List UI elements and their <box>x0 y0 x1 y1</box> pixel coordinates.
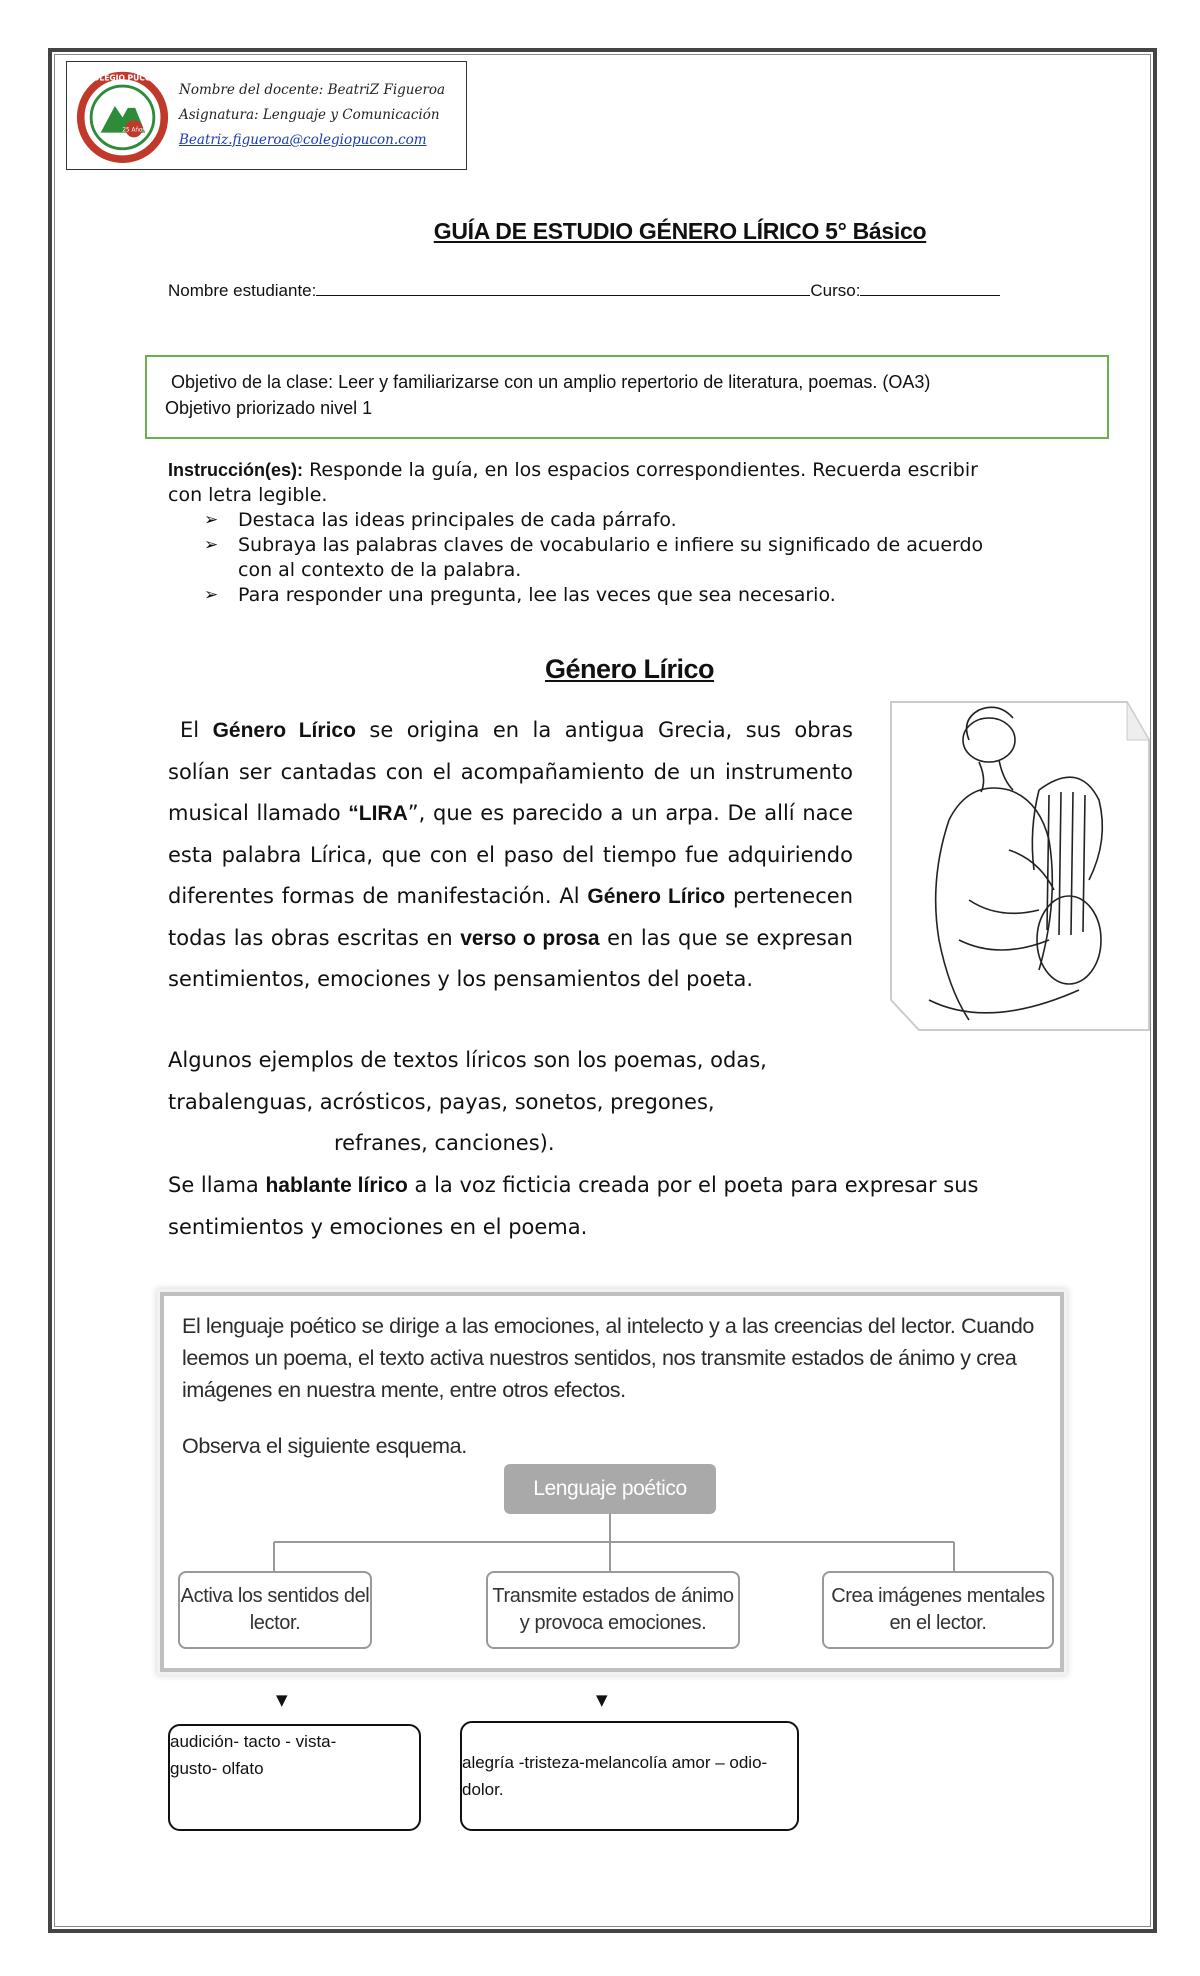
scheme-observe: Observa el siguiente esquema. <box>182 1434 467 1458</box>
school-logo <box>75 68 170 163</box>
instructions-list <box>168 508 1018 608</box>
down-arrow-icon: ▼ <box>596 1691 608 1709</box>
examples-line: trabalenguas, acrósticos, payas, sonetos, pregones, <box>168 1089 715 1114</box>
instructions <box>168 458 1018 608</box>
teacher-info <box>179 78 445 153</box>
objective-line: Objetivo de la clase: Leer y familiarizarse con un amplio repertorio de literatura, poemas. (OA3) <box>171 372 931 392</box>
instructions-intro <box>168 458 1018 508</box>
instructions-text: Responde la guía, en los espacios correspondientes. Recuerda escribir con letra legible. <box>168 459 978 506</box>
woman-with-lyre-illustration <box>889 700 1151 1032</box>
lyric-speaker-paragraph <box>168 1165 1108 1248</box>
para-text: en las que se expresan sentimientos, emociones y los pensamientos del poeta. <box>168 925 853 991</box>
scheme-frame <box>160 1292 1064 1672</box>
para-text: El <box>180 718 213 742</box>
para-bold: Género Lírico <box>587 885 726 908</box>
para-text: a la voz ficticia creada por el poeta para expresar sus sentimientos y emociones en el poema. <box>168 1173 979 1239</box>
scheme-node-senses: Activa los sentidos del lector. <box>178 1571 372 1649</box>
student-fields <box>168 279 1000 301</box>
section-title: Género Lírico <box>545 654 715 684</box>
list-item <box>204 583 1018 608</box>
lyric-genre-paragraph <box>168 710 853 1001</box>
answer-text: alegría -tristeza-melancolía amor – odio- dolor. <box>462 1753 768 1799</box>
logo-lettering: COLEGIO PUCÓN <box>87 73 158 83</box>
student-name-label: Nombre estudiante: <box>168 281 317 300</box>
para-bold: Género Lírico <box>212 719 356 742</box>
scheme-root-node: Lenguaje poético <box>504 1464 716 1514</box>
arrow-bullet-icon: ➢ <box>204 535 219 555</box>
subject-name: Asignatura: Lenguaje y Comunicación <box>179 107 440 123</box>
scheme-node-emotions: Transmite estados de ánimo y provoca emociones. <box>486 1571 740 1649</box>
scheme-intro: El lenguaje poético se dirige a las emociones, al intelecto y a las creencias del lector. Cuando leemos un poema, el texto activa nuestros sentidos, nos transmite estados de ánimo y crea imágenes en nuestra mente, entre otros efectos. <box>182 1314 1034 1402</box>
answer-box-senses[interactable] <box>168 1724 421 1831</box>
answer-box-emotions[interactable] <box>460 1721 799 1831</box>
course-label: Curso: <box>810 281 861 300</box>
para-text: Se llama <box>168 1173 266 1197</box>
objective-priority: Objetivo priorizado nivel 1 <box>165 398 373 418</box>
scheme-node-images: Crea imágenes mentales en el lector. <box>822 1571 1054 1649</box>
para-bold: verso o prosa <box>460 926 600 950</box>
examples-line: Algunos ejemplos de textos líricos son los poemas, odas, <box>168 1048 767 1072</box>
down-arrow-icon: ▼ <box>276 1691 288 1709</box>
para-bold: “LIRA <box>348 802 408 825</box>
school-header <box>66 61 467 170</box>
arrow-bullet-icon: ➢ <box>204 510 219 530</box>
para-text: ”, que es parecido a un arpa. De allí nace esta palabra Lírica, que con el paso del tiempo fue adquiriendo diferentes formas de manifestación. Al <box>168 801 853 908</box>
para-text: se origina en la antigua Grecia, sus obras solían ser cantadas con el acompañamiento de un instrumento musical llamado <box>168 718 853 825</box>
guide-title: GUÍA DE ESTUDIO GÉNERO LÍRICO 5° Básico <box>433 218 927 244</box>
instruction-text: Para responder una pregunta, lee las veces que sea necesario. <box>238 584 836 606</box>
para-bold: hablante lírico <box>265 1174 408 1197</box>
answer-text: audición- tacto - vista- gusto- olfato <box>170 1732 337 1778</box>
course-field[interactable] <box>860 279 1000 296</box>
list-item <box>204 508 1018 533</box>
para-text: pertenecen todas las obras escritas en <box>168 884 854 950</box>
poetic-language-scheme <box>150 1282 1070 1682</box>
examples-paragraph <box>168 1040 767 1165</box>
instruction-text: Subraya las palabras claves de vocabulario e infiere su significado de acuerdo con al contexto de la palabra. <box>238 534 984 581</box>
student-name-field[interactable] <box>316 279 810 296</box>
examples-line: refranes, canciones). <box>334 1131 555 1155</box>
list-item <box>204 533 1018 583</box>
arrow-bullet-icon: ➢ <box>204 585 219 605</box>
teacher-email-link[interactable]: Beatriz.figueroa@colegiopucon.com <box>179 132 427 148</box>
instructions-label: Instrucción(es): <box>168 460 304 480</box>
instruction-text: Destaca las ideas principales de cada párrafo. <box>238 509 677 531</box>
logo-badge: 25 Años <box>122 127 146 134</box>
teacher-name: Nombre del docente: BeatriZ Figueroa <box>179 82 446 98</box>
objective-box <box>145 355 1109 439</box>
